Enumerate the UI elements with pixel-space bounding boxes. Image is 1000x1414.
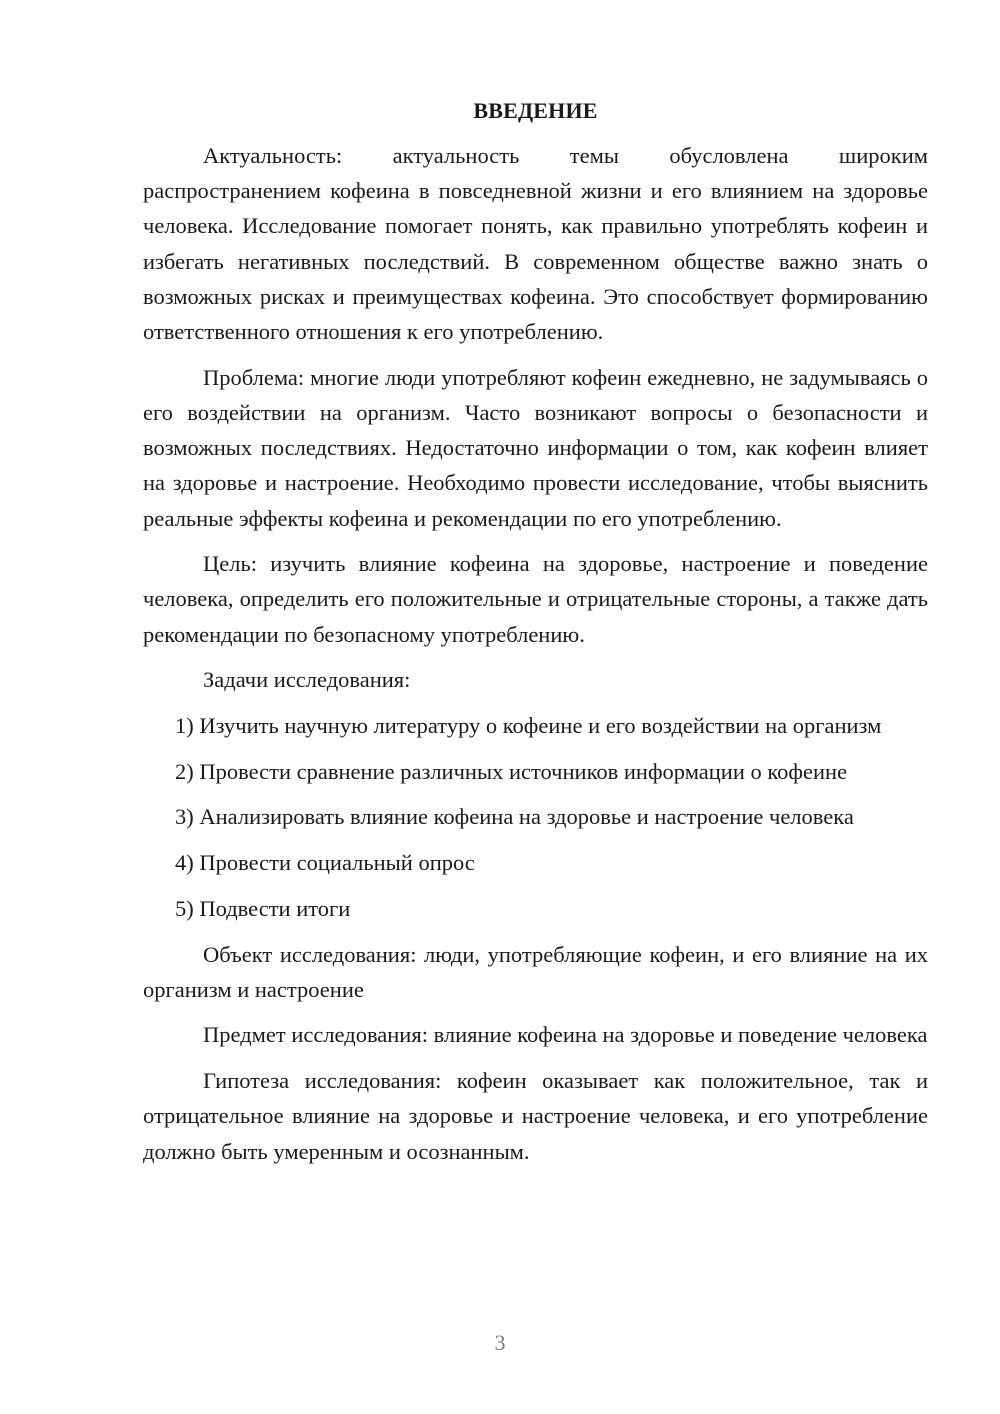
task-item-4: 4) Провести социальный опрос — [175, 850, 475, 876]
hypothesis-paragraph: Гипотеза исследования: кофеин оказывает как положительное, так и отрицательное влияние на здоровье и настроение человека, и его употребление должно быть умеренным и осознанным. — [143, 1068, 928, 1164]
tasks-heading: Задачи исследования: — [203, 667, 411, 693]
subject-paragraph: Предмет исследования: влияние кофеина на здоровье и поведение человека — [203, 1022, 928, 1048]
page-title: ВВЕДЕНИЕ — [473, 98, 598, 123]
task-item-5: 5) Подвести итоги — [175, 895, 351, 921]
page-number: 3 — [494, 1330, 506, 1355]
task-item-2: 2) Провести сравнение различных источников информации о кофеине — [175, 758, 848, 784]
page-content — [143, 93, 928, 1179]
task-item-3: 3) Анализировать влияние кофеина на здоровье и настроение человека — [175, 804, 854, 830]
relevance-paragraph: Актуальность: актуальность темы обусловлена широким распространением кофеина в повседневной жизни и его влиянием на здоровье человека. Исследование помогает понять, как правильно употреблять кофеин и избегать негативных последствий. В современном обществе важно знать о возможных рисках и преимуществах кофеина. Это способствует формированию ответственного отношения к его употреблению. — [143, 143, 928, 345]
goal-paragraph: Цель: изучить влияние кофеина на здоровье, настроение и поведение человека, определить его положительные и отрицательные стороны, а также дать рекомендации по безопасному употреблению. — [143, 551, 928, 647]
task-item-1: 1) Изучить научную литературу о кофеине и его воздействии на организм — [175, 713, 882, 739]
problem-paragraph: Проблема: многие люди употребляют кофеин ежедневно, не задумываясь о его воздействии на организм. Часто возникают вопросы о безопасности и возможных последствиях. Недостаточно информации о том, как кофеин влияет на здоровье и настроение. Необходимо провести исследование, чтобы выяснить реальные эффекты кофеина и рекомендации по его употреблению. — [143, 364, 928, 531]
object-paragraph: Объект исследования: люди, употребляющие кофеин, и его влияние на их организм и настроение — [143, 941, 928, 1002]
